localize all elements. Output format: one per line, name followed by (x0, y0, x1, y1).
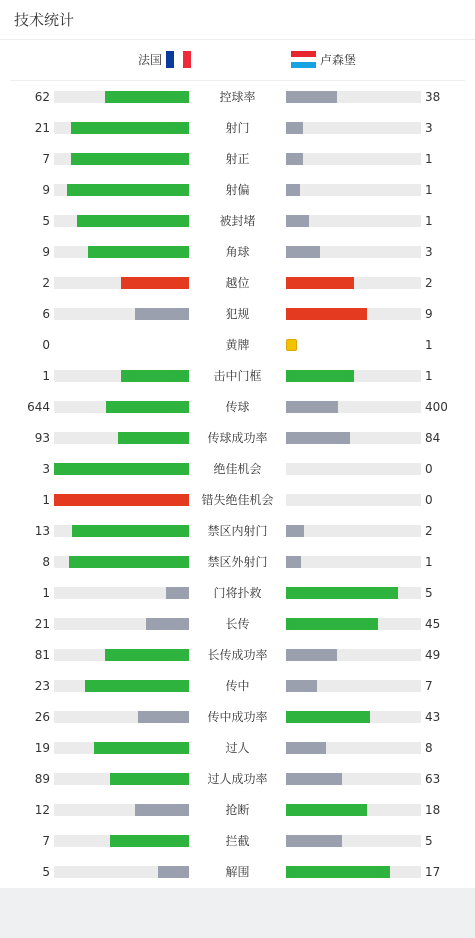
away-value: 2 (425, 276, 433, 290)
away-value: 0 (425, 493, 433, 507)
home-bar-track (54, 556, 189, 568)
stat-row (0, 144, 475, 175)
stat-row (0, 733, 475, 764)
home-bar-fill (71, 122, 189, 134)
stat-row (0, 299, 475, 330)
home-value: 89 (34, 772, 50, 786)
away-bar-track (286, 680, 421, 692)
away-bar-fill (286, 122, 303, 134)
away-value: 1 (425, 338, 433, 352)
stat-label: 传中成功率 (207, 710, 268, 724)
stat-row (0, 237, 475, 268)
stat-label: 射门 (225, 121, 250, 135)
away-value: 84 (425, 431, 441, 445)
away-bar-fill (286, 525, 304, 537)
stat-label: 射正 (225, 152, 250, 166)
stat-label: 绝佳机会 (213, 462, 262, 476)
stat-label: 过人成功率 (207, 772, 268, 786)
away-bar-track (286, 618, 421, 630)
away-value: 5 (425, 834, 433, 848)
away-value: 63 (425, 772, 441, 786)
home-bar-fill (138, 711, 189, 723)
home-bar-fill (106, 401, 189, 413)
home-bar-fill (135, 308, 189, 320)
home-bar-track (54, 494, 189, 506)
away-value: 1 (425, 183, 433, 197)
away-bar-track (286, 742, 421, 754)
home-bar-fill (135, 804, 189, 816)
home-bar-fill (158, 866, 189, 878)
home-bar-track (54, 91, 189, 103)
stat-row (0, 392, 475, 423)
home-value: 8 (42, 555, 50, 569)
away-bar-track (286, 432, 421, 444)
stat-row (0, 702, 475, 733)
home-value: 19 (34, 741, 50, 755)
away-bar-fill (286, 649, 337, 661)
stat-row (0, 423, 475, 454)
away-bar-track (286, 153, 421, 165)
away-value: 7 (425, 679, 433, 693)
home-bar-track (54, 587, 189, 599)
stat-label: 抢断 (225, 803, 250, 817)
away-value: 1 (425, 555, 433, 569)
home-bar-fill (146, 618, 189, 630)
luxembourg-flag-icon (291, 51, 316, 68)
home-bar-track (54, 463, 189, 475)
stat-label: 解围 (225, 865, 250, 879)
away-bar-fill (286, 246, 320, 258)
home-value: 9 (42, 245, 50, 259)
away-value: 5 (425, 586, 433, 600)
stat-label: 黄牌 (225, 338, 250, 352)
stat-row (0, 175, 475, 206)
stat-row (0, 547, 475, 578)
away-bar-fill (286, 401, 338, 413)
away-bar-track (286, 587, 421, 599)
home-bar-fill (71, 153, 189, 165)
france-flag-icon (166, 51, 191, 68)
stat-row (0, 330, 475, 361)
stat-row (0, 764, 475, 795)
stats-list (0, 82, 475, 888)
page-title: 技术统计 (14, 11, 75, 29)
home-bar-fill (77, 215, 189, 227)
home-value: 1 (42, 586, 50, 600)
away-bar-fill (286, 866, 390, 878)
yellow-card-icon (286, 339, 297, 351)
home-bar-track (54, 153, 189, 165)
home-bar-track (54, 618, 189, 630)
away-bar-fill (286, 742, 326, 754)
stat-label: 禁区内射门 (207, 524, 268, 538)
away-bar-track (286, 215, 421, 227)
home-bar-fill (85, 680, 189, 692)
away-bar-track (286, 649, 421, 661)
away-bar-track (286, 711, 421, 723)
away-bar-fill (286, 308, 367, 320)
away-bar-fill (286, 153, 303, 165)
away-bar-fill (286, 184, 300, 196)
away-bar-track (286, 525, 421, 537)
home-value: 81 (34, 648, 50, 662)
away-bar-fill (286, 804, 367, 816)
away-value: 18 (425, 803, 441, 817)
stat-label: 长传成功率 (207, 648, 268, 662)
home-value: 2 (42, 276, 50, 290)
stat-label: 越位 (225, 276, 250, 290)
away-team-name: 卢森堡 (320, 53, 357, 67)
away-bar-track (286, 773, 421, 785)
away-bar-track (286, 835, 421, 847)
away-value: 8 (425, 741, 433, 755)
stat-row (0, 268, 475, 299)
home-value: 13 (34, 524, 50, 538)
home-bar-fill (72, 525, 189, 537)
stat-row (0, 516, 475, 547)
home-bar-fill (121, 277, 189, 289)
teams-header (10, 40, 465, 81)
home-bar-track (54, 215, 189, 227)
stat-label: 传球 (225, 400, 250, 414)
home-value: 0 (42, 338, 50, 352)
home-bar-track (54, 308, 189, 320)
away-value: 1 (425, 214, 433, 228)
header (0, 0, 475, 40)
away-bar-fill (286, 680, 317, 692)
home-bar-track (54, 277, 189, 289)
away-bar-track (286, 494, 421, 506)
home-bar-track (54, 649, 189, 661)
home-value: 21 (34, 121, 50, 135)
home-value: 62 (34, 90, 50, 104)
away-team (291, 51, 356, 68)
away-bar-fill (286, 587, 398, 599)
home-bar-track (54, 711, 189, 723)
away-bar-track (286, 277, 421, 289)
away-value: 9 (425, 307, 433, 321)
stat-label: 击中门框 (213, 369, 262, 383)
stat-label: 门将扑救 (213, 586, 262, 600)
home-bar-fill (110, 773, 189, 785)
away-bar-fill (286, 556, 301, 568)
home-bar-fill (67, 184, 189, 196)
stat-label: 被封堵 (219, 214, 256, 228)
stat-label: 长传 (225, 617, 250, 631)
stat-row (0, 361, 475, 392)
away-bar-fill (286, 370, 354, 382)
away-bar-fill (286, 773, 342, 785)
home-bar-fill (54, 463, 189, 475)
home-value: 23 (34, 679, 50, 693)
away-value: 1 (425, 369, 433, 383)
away-bar-fill (286, 215, 309, 227)
home-team (138, 51, 191, 68)
away-bar-track (286, 804, 421, 816)
away-bar-fill (286, 432, 350, 444)
home-bar-track (54, 804, 189, 816)
stat-label: 错失绝佳机会 (201, 493, 274, 507)
home-bar-fill (88, 246, 189, 258)
away-bar-track (286, 370, 421, 382)
away-bar-fill (286, 711, 370, 723)
away-value: 38 (425, 90, 441, 104)
away-bar-fill (286, 835, 342, 847)
home-bar-track (54, 773, 189, 785)
stat-row (0, 671, 475, 702)
home-value: 26 (34, 710, 50, 724)
away-value: 2 (425, 524, 433, 538)
stat-row (0, 82, 475, 113)
home-bar-track (54, 742, 189, 754)
stat-label: 禁区外射门 (207, 555, 268, 569)
away-bar-fill (286, 277, 354, 289)
away-value: 17 (425, 865, 441, 879)
away-bar-track (286, 246, 421, 258)
home-value: 21 (34, 617, 50, 631)
home-value: 5 (42, 214, 50, 228)
away-value: 43 (425, 710, 441, 724)
home-bar-fill (105, 91, 189, 103)
away-bar-fill (286, 91, 337, 103)
stat-label: 传中 (225, 679, 250, 693)
home-value: 9 (42, 183, 50, 197)
stat-row (0, 857, 475, 888)
home-bar-track (54, 680, 189, 692)
away-value: 3 (425, 121, 433, 135)
stat-label: 传球成功率 (207, 431, 268, 445)
home-bar-track (54, 184, 189, 196)
stat-label: 拦截 (225, 834, 250, 848)
away-bar-track (286, 184, 421, 196)
home-bar-fill (110, 835, 189, 847)
home-value: 7 (42, 834, 50, 848)
away-bar-track (286, 463, 421, 475)
stat-label: 控球率 (219, 90, 256, 104)
stat-row (0, 609, 475, 640)
home-value: 5 (42, 865, 50, 879)
home-bar-track (54, 246, 189, 258)
stat-label: 犯规 (225, 307, 250, 321)
stat-label: 过人 (225, 741, 250, 755)
away-bar-track (286, 122, 421, 134)
away-value: 0 (425, 462, 433, 476)
home-bar-fill (118, 432, 189, 444)
home-bar-track (54, 835, 189, 847)
home-bar-track (54, 525, 189, 537)
away-bar-track (286, 401, 421, 413)
stat-row (0, 113, 475, 144)
away-value: 49 (425, 648, 441, 662)
home-value: 6 (42, 307, 50, 321)
away-value: 45 (425, 617, 441, 631)
away-bar-track (286, 556, 421, 568)
home-bar-track (54, 432, 189, 444)
stat-row (0, 826, 475, 857)
home-bar-fill (166, 587, 189, 599)
away-value: 1 (425, 152, 433, 166)
stat-label: 角球 (225, 245, 250, 259)
stat-row (0, 578, 475, 609)
home-team-name: 法国 (138, 53, 163, 67)
stat-label: 射偏 (225, 183, 250, 197)
home-bar-fill (121, 370, 189, 382)
home-value: 12 (34, 803, 50, 817)
home-value: 1 (42, 369, 50, 383)
away-value: 3 (425, 245, 433, 259)
stat-row (0, 454, 475, 485)
away-bar-track (286, 308, 421, 320)
home-bar-track (54, 370, 189, 382)
stat-row (0, 485, 475, 516)
home-bar-fill (69, 556, 189, 568)
home-bar-fill (94, 742, 189, 754)
home-value: 93 (34, 431, 50, 445)
home-bar-fill (105, 649, 189, 661)
home-value: 7 (42, 152, 50, 166)
home-value: 3 (42, 462, 50, 476)
home-value: 1 (42, 493, 50, 507)
home-bar-track (54, 866, 189, 878)
away-bar-fill (286, 618, 378, 630)
away-bar-track (286, 866, 421, 878)
stat-row (0, 206, 475, 237)
home-bar-track (54, 401, 189, 413)
home-value: 644 (27, 400, 50, 414)
away-bar-track (286, 91, 421, 103)
stat-row (0, 640, 475, 671)
stat-row (0, 795, 475, 826)
away-value: 400 (425, 400, 448, 414)
home-bar-track (54, 122, 189, 134)
home-bar-fill (54, 494, 189, 506)
